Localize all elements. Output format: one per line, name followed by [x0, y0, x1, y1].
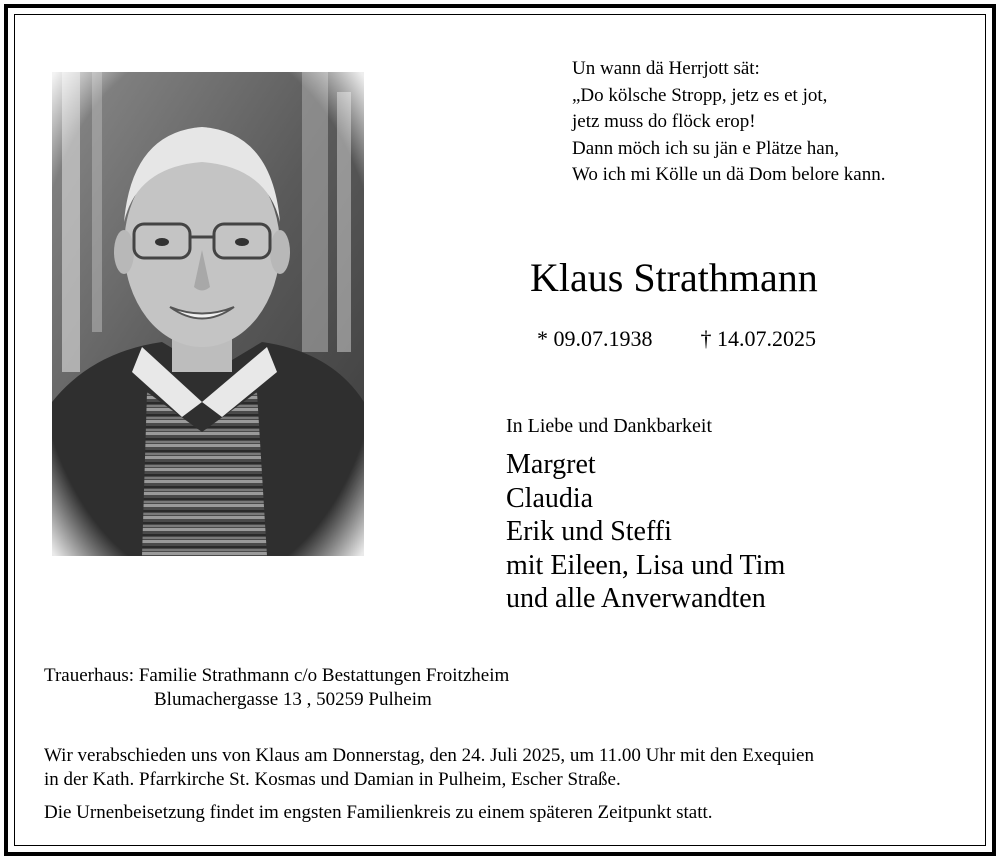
poem-line: Un wann dä Herrjott sät: — [572, 58, 760, 79]
mourner-name: Margret — [506, 449, 596, 480]
birth-date: * 09.07.1938 — [537, 326, 653, 351]
mourner-name: Claudia — [506, 482, 594, 514]
life-dates — [537, 326, 816, 352]
portrait-photo — [52, 72, 364, 556]
poem-line: „Do kölsche Stropp, jetz es et jot, — [572, 84, 828, 106]
farewell-line-1: Wir verabschieden uns von Klaus am Donnerstag, den 24. Juli 2025, um 11.00 Uhr mit den Exequien — [44, 745, 814, 766]
poem — [572, 56, 885, 189]
mourning-house-address — [44, 664, 509, 712]
mourner-name: und alle Anverwandten — [506, 583, 766, 614]
mourners-list — [506, 448, 785, 616]
farewell-line-2: in der Kath. Pfarrkirche St. Kosmas und Damian in Pulheim, Escher Straße. — [44, 769, 621, 790]
mourner-name: mit Eileen, Lisa und Tim — [506, 549, 786, 581]
farewell-notice — [44, 744, 814, 792]
deceased-name: Klaus Strathmann — [530, 255, 818, 300]
death-date: † 14.07.2025 — [700, 326, 816, 351]
address-line-1: Trauerhaus: Familie Strathmann c/o Bestattungen Froitzheim — [44, 665, 510, 686]
urn-burial-notice: Die Urnenbeisetzung findet im engsten Familienkreis zu einem späteren Zeitpunkt statt. — [44, 802, 713, 823]
address-line-2: Blumachergasse 13 , 50259 Pulheim — [154, 689, 432, 710]
poem-line: Dann möch ich su jän e Plätze han, — [572, 137, 839, 159]
poem-line: jetz muss do flöck erop! — [572, 111, 756, 132]
mourners-intro: In Liebe und Dankbarkeit — [506, 415, 713, 437]
poem-line: Wo ich mi Kölle un dä Dom belore kann. — [572, 164, 886, 185]
mourner-name: Erik und Steffi — [506, 516, 672, 547]
